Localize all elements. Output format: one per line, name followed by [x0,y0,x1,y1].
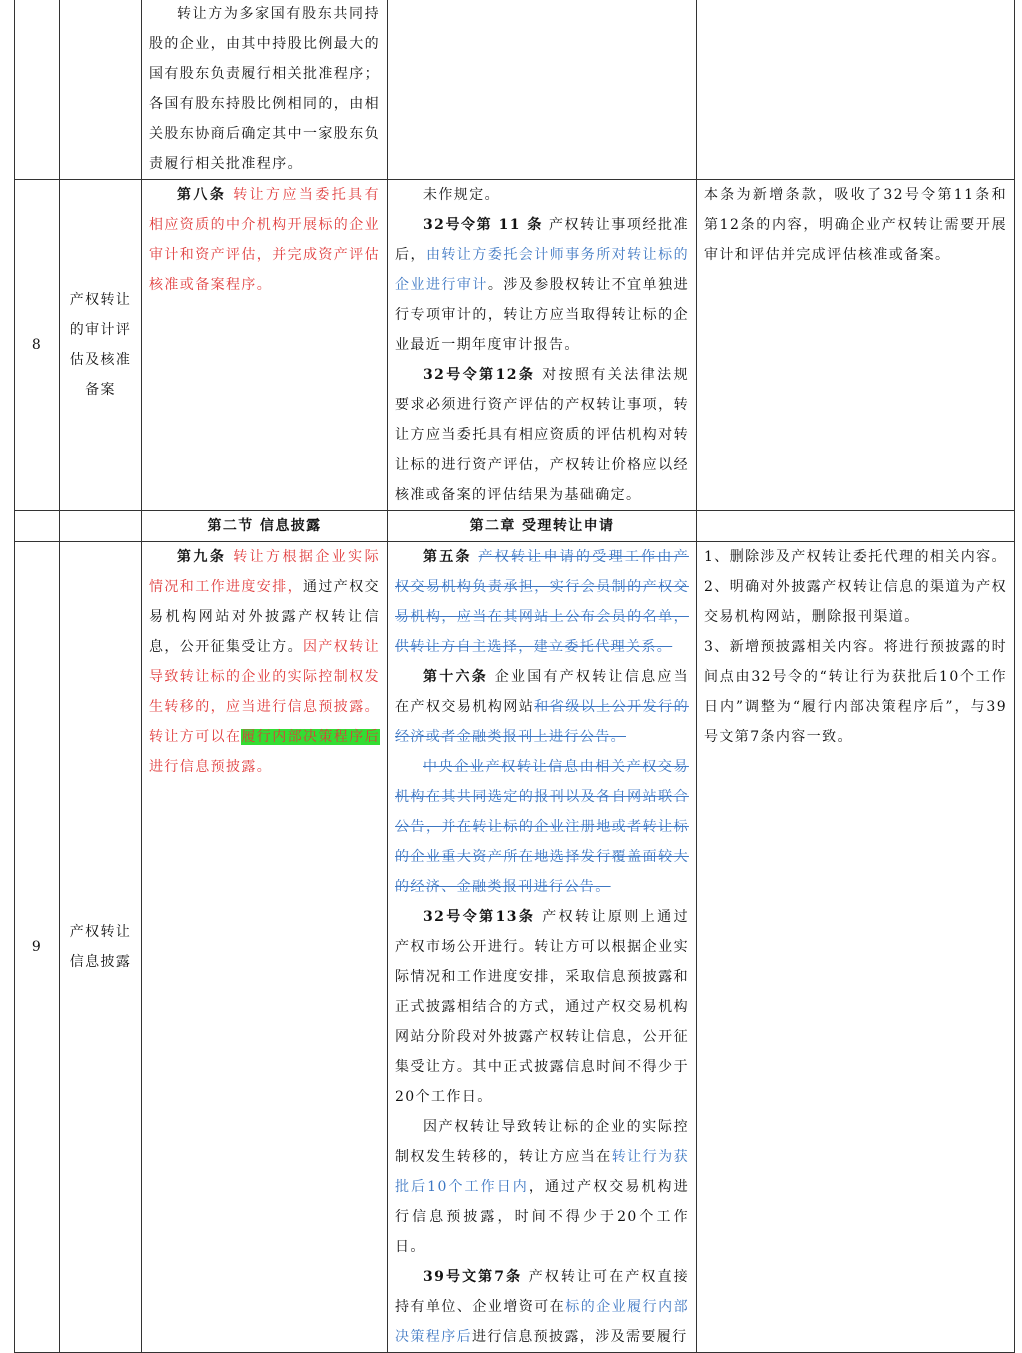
number-cell [15,0,60,180]
table-row-9 [15,542,1015,1353]
new-rule-cell [142,0,388,180]
old-rule-text: 产权转让原则上通过产权市场公开进行。转让方可以根据企业实际情况和工作进度安排，采取信息预披露和正式披露相结合的方式，通过产权交易机构网站分阶段对外披露产权转让信息，公开征集受让方。其中正式披露信息时间不得少于20个工作日。 [395,909,689,1105]
note-item: 3、新增预披露相关内容。将进行预披露的时间点由32号令的“转让行为获批后10个工作日内”调整为“履行内部决策程序后”，与39号文第7条内容一致。 [704,639,1007,745]
row-topic: 产权转让信息披露 [60,542,142,1353]
new-rule-cell [142,180,388,511]
section-title-old: 第二章 受理转让申请 [388,511,697,542]
note-cell [697,542,1015,1353]
old-rule-paragraph [395,662,689,752]
row-number: 8 [15,180,60,511]
deleted-text: 产权转让申请的受理工作由产权交易机构负责承担，实行会员制的产权交易机构，应当在其网站上公布会员的名单，供转让方自主选择，建立委托代理关系。 [395,549,689,655]
old-rule-cell [388,180,697,511]
deleted-text: 和省级以上公开发行的经济或者金融类报刊上进行公告。 [395,699,689,745]
row-number: 9 [15,542,60,1353]
old-rule-text: 因产权转让导致转让标的企业的实际控制权发生转移的，转让方应当在 [395,1119,689,1165]
old-rule-text: 。涉及参股权转让不宜单独进行专项审计的，转让方应当取得转让标的企业最近一期年度审计报告。 [395,277,690,353]
new-rule-paragraph [149,542,380,782]
article-label: 32号令第13条 [423,909,536,925]
old-rule-paragraph [395,752,689,902]
row-topic: 产权转让的审计评估及核准备案 [60,180,142,511]
old-rule-text: 产权转让可在产权直接持有单位、企业增资可在 [395,1269,689,1315]
old-rule-cell [388,0,697,180]
table-row-continuation [15,0,1015,180]
article-label: 第五条 [423,549,472,565]
new-rule-text: 通过产权交易机构网站对外披露产权转让信息，公开征集受让方。 [149,579,380,655]
new-rule-text: 进行信息预披露。 [149,759,273,775]
number-cell [15,511,60,542]
article-label: 第九条 [177,549,227,565]
old-rule-paragraph [395,1262,689,1352]
note-cell [697,180,1015,511]
section-header-row [15,511,1015,542]
highlighted-text: 履行内部决策程序后 [241,729,381,745]
deleted-text: 中央企业产权转让信息由相关产权交易机构在其共同选定的报刊以及各自网站联合公告，并在转让标的企业注册地或者转让标的企业重大资产所在地选择发行覆盖面较大的经济、金融类报刊进行公告。 [395,759,689,895]
new-rule-text: 转让方根据企业实际情况和工作进度安排， [149,549,381,595]
highlighted-text: 转让行为获批后10个工作日内 [395,1149,689,1195]
new-rule-text: 转让方应当委托具有相应资质的中介机构开展标的企业审计和资产评估，并完成资产评估核准或备案程序。 [149,187,381,293]
note-item: 1、删除涉及产权转让委托代理的相关内容。 [704,549,1007,565]
old-rule-text: ，通过产权交易机构进行信息预披露，时间不得少于20个工作日。 [395,1179,690,1255]
article-label: 39号文第7条 [423,1269,523,1285]
old-rule-paragraph: 未作规定。 [423,187,500,203]
article-label: 第八条 [177,187,227,203]
old-rule-paragraph [395,1112,689,1262]
new-rule-text: 转让方为多家国有股东共同持股的企业，由其中持股比例最大的国有股东负责履行相关批准程序；各国有股东持股比例相同的，由相关股东协商后确定其中一家股东负责履行相关批准程序。 [149,6,380,172]
old-rule-text: 企业国有产权转让信息应当在产权交易机构网站 [395,669,689,715]
note-item: 2、明确对外披露产权转让信息的渠道为产权交易机构网站，删除报刊渠道。 [704,579,1007,625]
old-rule-paragraph [395,360,689,510]
highlighted-text: 由转让方委托会计师事务所对转让标的企业进行审计 [395,247,689,293]
comparison-table [14,0,1015,1353]
old-rule-paragraph [395,210,689,360]
note-text: 本条为新增条款，吸收了32号令第11条和第12条的内容，明确企业产权转让需要开展审计和评估并完成评估核准或备案。 [704,187,1007,263]
article-label: 第十六条 [423,669,489,685]
new-rule-paragraph [149,180,380,300]
old-rule-text: 进行信息预披露，涉及需要履行 [472,1329,688,1345]
old-rule-cell [388,542,697,1353]
note-cell [697,0,1015,180]
new-rule-text: 因产权转让导致转让标的企业的实际控制权发生转移的，应当进行信息预披露。转让方可以在 [149,639,380,745]
old-rule-paragraph [395,902,689,1112]
new-rule-cell [142,542,388,1353]
old-rule-text: 产权转让事项经批准后， [395,217,689,263]
highlighted-text: 标的企业履行内部决策程序后 [395,1299,689,1345]
old-rule-paragraph [395,542,689,662]
article-label: 32号令第 11 条 [423,217,543,233]
article-label: 32号令第12条 [423,367,536,383]
section-title-new: 第二节 信息披露 [142,511,388,542]
topic-cell [60,511,142,542]
note-cell [697,511,1015,542]
topic-cell [60,0,142,180]
table-row-8 [15,180,1015,511]
old-rule-text: 对按照有关法律法规要求必须进行资产评估的产权转让事项，转让方应当委托具有相应资质的评估机构对转让标的进行资产评估，产权转让价格应以经核准或备案的评估结果为基础确定。 [395,367,689,503]
